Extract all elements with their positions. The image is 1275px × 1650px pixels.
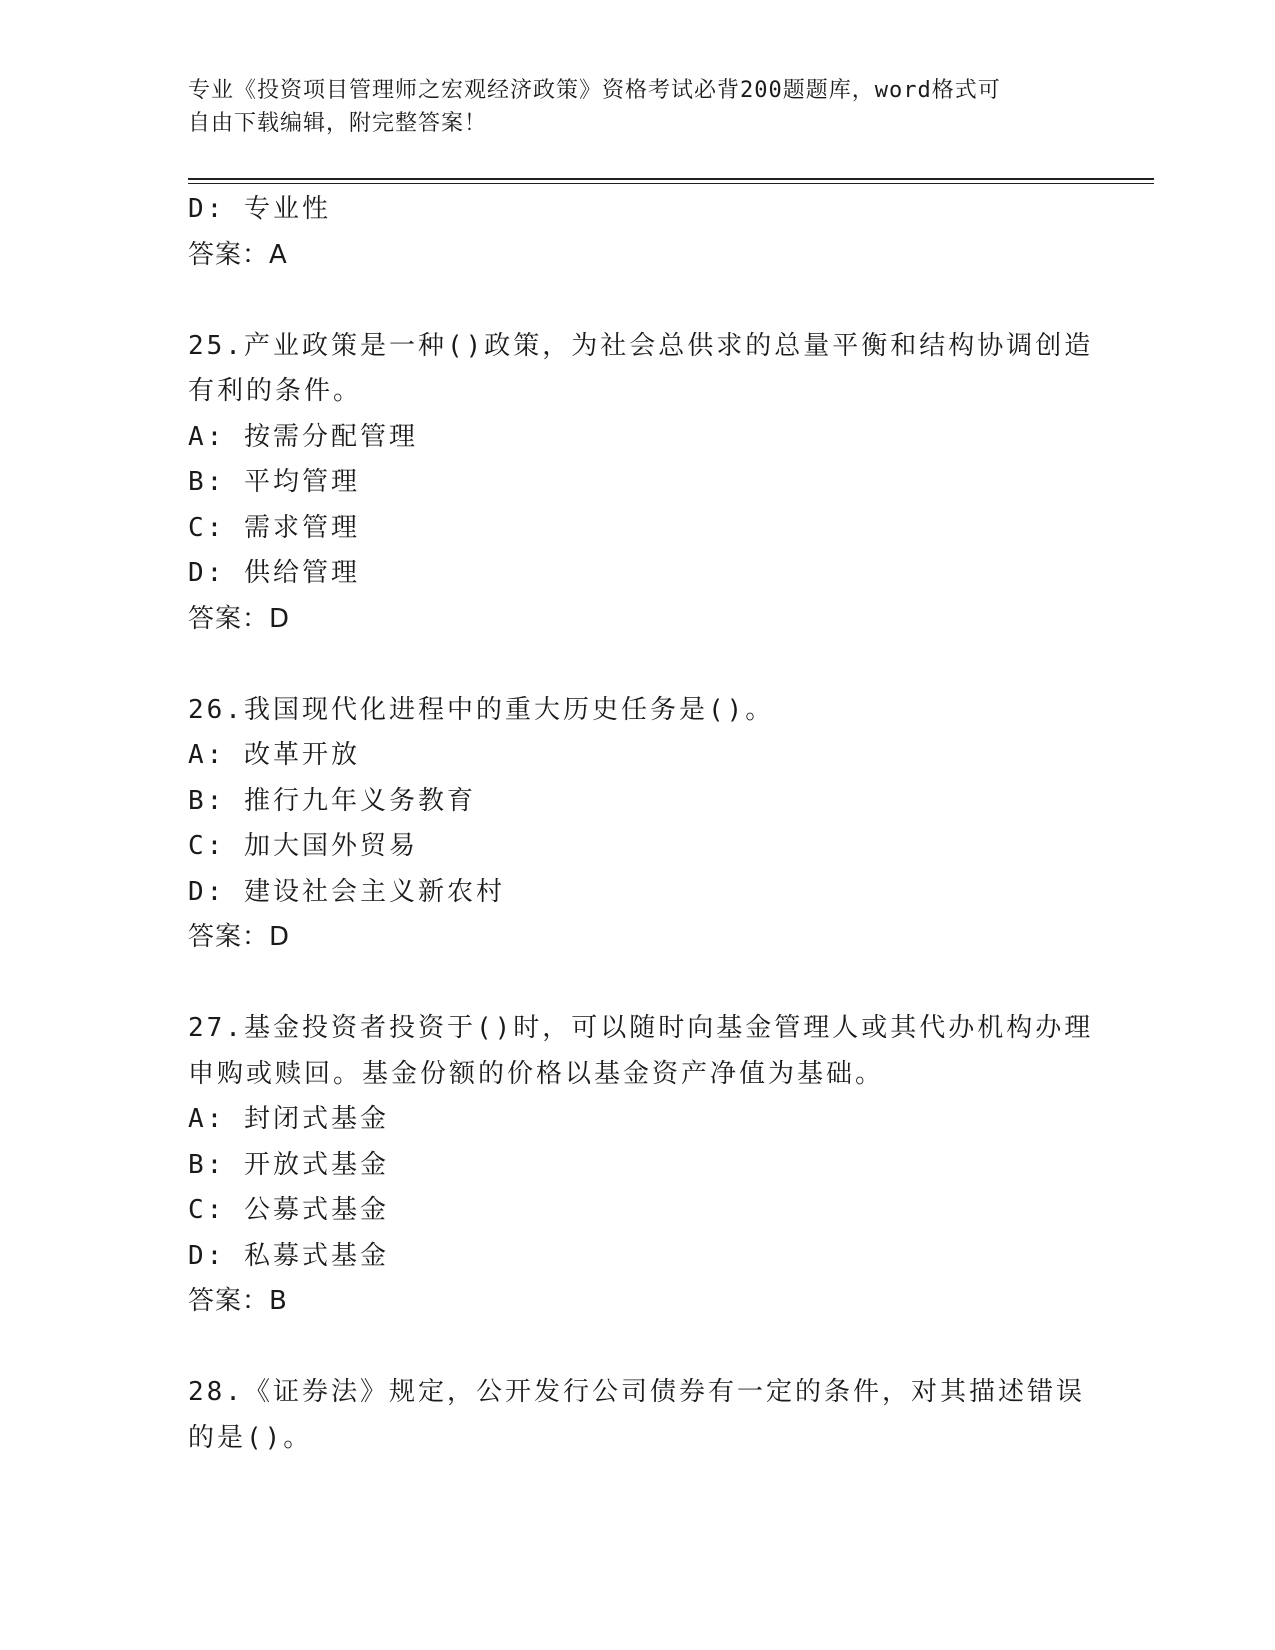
answer-line: 答案：B (188, 1286, 288, 1316)
option-d: D: 供给管理 (188, 558, 360, 588)
question-25 (188, 324, 1094, 643)
header-divider-thick (188, 178, 1154, 180)
question-content (188, 187, 1094, 1461)
header-line-2: 自由下载编辑，附完整答案！ (188, 111, 488, 136)
option-b: B: 开放式基金 (188, 1149, 389, 1180)
question-text-line-1: 27.基金投资者投资于()时，可以随时向基金管理人或其代办机构办理 (188, 1013, 1094, 1043)
question-text-line-2: 申购或赎回。基金份额的价格以基金资产净值为基础。 (188, 1058, 885, 1089)
option-c: C: 公募式基金 (188, 1195, 389, 1225)
question-26 (188, 688, 1088, 961)
header-divider-thin (188, 183, 1154, 184)
option-c: C: 加大国外贸易 (188, 831, 418, 861)
option-a: A: 按需分配管理 (188, 421, 418, 452)
option-a: A: 改革开放 (188, 740, 360, 770)
question-text-line-1: 25.产业政策是一种()政策，为社会总供求的总量平衡和结构协调创造 (188, 330, 1094, 361)
question-text-line-2: 有利的条件。 (188, 376, 363, 406)
document-header (188, 74, 1068, 140)
previous-question-tail (188, 187, 1088, 278)
question-text-line-1: 26.我国现代化进程中的重大历史任务是()。 (188, 694, 775, 725)
question-27 (188, 1006, 1094, 1325)
answer-line: 答案：D (188, 603, 291, 634)
option-d: D: 专业性 (188, 194, 331, 224)
answer-line: 答案：A (188, 239, 288, 270)
option-b: B: 平均管理 (188, 467, 360, 497)
option-b: B: 推行九年义务教育 (188, 785, 476, 816)
header-line-1: 专业《投资项目管理师之宏观经济政策》资格考试必背200题题库，word格式可 (188, 78, 1001, 103)
answer-line: 答案：D (188, 922, 291, 952)
question-text-line-2: 的是()。 (188, 1422, 313, 1453)
question-text-line-1: 28.《证券法》规定，公开发行公司债券有一定的条件，对其描述错误 (188, 1377, 1085, 1407)
question-28 (188, 1370, 1088, 1461)
option-d: D: 私募式基金 (188, 1240, 389, 1271)
option-c: C: 需求管理 (188, 512, 360, 543)
option-d: D: 建设社会主义新农村 (188, 876, 505, 907)
option-a: A: 封闭式基金 (188, 1104, 389, 1134)
